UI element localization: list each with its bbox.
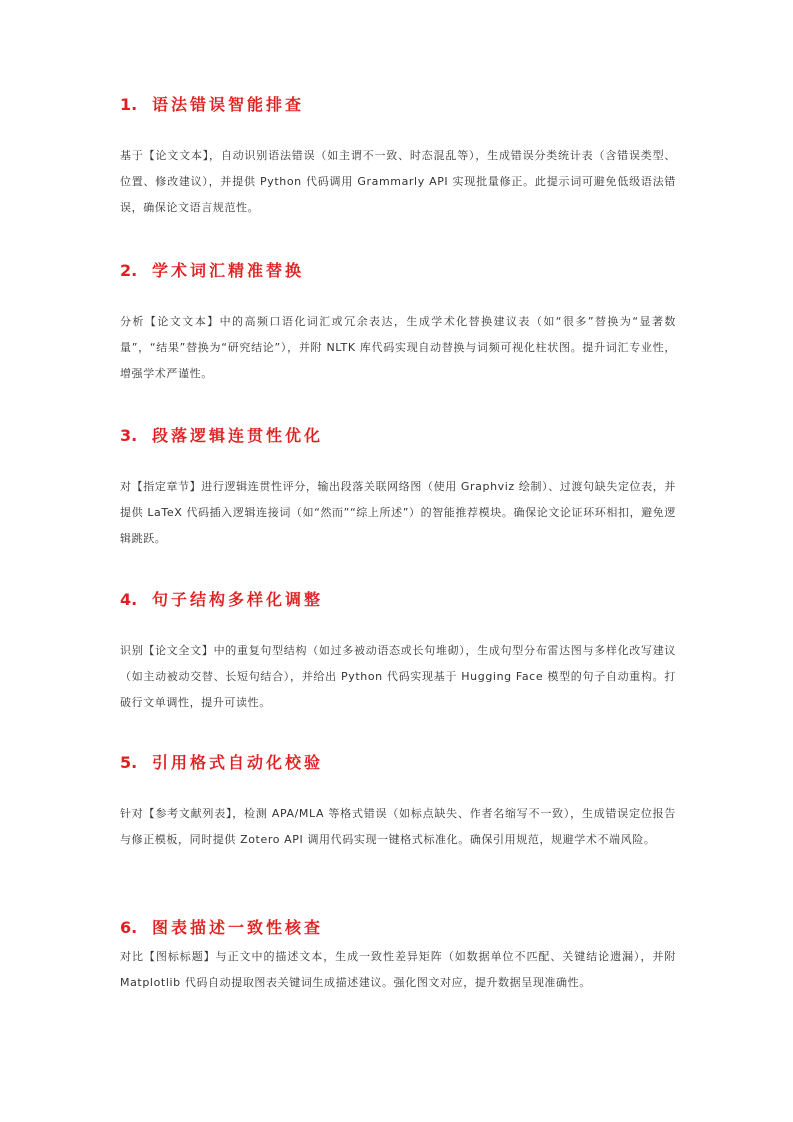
section-6 bbox=[120, 917, 676, 996]
section-heading bbox=[120, 589, 676, 611]
section-body: 基于【论文文本】，自动识别语法错误（如主谓不一致、时态混乱等），生成错误分类统计表（含错误类型、位置、修改建议），并提供 Python 代码调用 Grammarly API 实现批量修正。此提示词可避免低级语法错误，确保论文语言规范性。 bbox=[120, 149, 676, 214]
section-body: 对比【图标标题】与正文中的描述文本，生成一致性差异矩阵（如数据单位不匹配、关键结论遗漏），并附 Matplotlib 代码自动提取图表关键词生成描述建议。强化图文对应，提升数据呈现准确性。 bbox=[120, 950, 676, 989]
section-heading bbox=[120, 94, 676, 116]
section-heading bbox=[120, 752, 676, 774]
section-title: 图表描述一致性核查 bbox=[152, 918, 324, 937]
section-body: 分析【论文文本】中的高频口语化词汇或冗余表达，生成学术化替换建议表（如“很多”替换为“显著数量”，“结果”替换为“研究结论”），并附 NLTK 库代码实现自动替换与词频可视化柱状图。提升词汇专业性，增强学术严谨性。 bbox=[120, 315, 676, 380]
section-number: 1. bbox=[120, 95, 138, 114]
section-title: 学术词汇精准替换 bbox=[152, 261, 305, 280]
section-number: 6. bbox=[120, 918, 138, 937]
section-heading bbox=[120, 425, 676, 447]
section-heading bbox=[120, 260, 676, 282]
section-number: 5. bbox=[120, 753, 138, 772]
section-body: 对【指定章节】进行逻辑连贯性评分，输出段落关联网络图（使用 Graphviz 绘制）、过渡句缺失定位表，并提供 LaTeX 代码插入逻辑连接词（如“然而”“综上所述”）的智能推荐模块。确保论文论证环环相扣，避免逻辑跳跃。 bbox=[120, 480, 676, 545]
section-title: 引用格式自动化校验 bbox=[152, 753, 324, 772]
section-number: 4. bbox=[120, 590, 138, 609]
section-heading bbox=[120, 917, 676, 939]
section-body: 识别【论文全文】中的重复句型结构（如过多被动语态或长句堆砌），生成句型分布雷达图与多样化改写建议（如主动被动交替、长短句结合），并给出 Python 代码实现基于 Hugging Face 模型的句子自动重构。打破行文单调性，提升可读性。 bbox=[120, 644, 676, 709]
section-5 bbox=[120, 752, 676, 853]
section-number: 2. bbox=[120, 261, 138, 280]
section-body: 针对【参考文献列表】，检测 APA/MLA 等格式错误（如标点缺失、作者名缩写不一致），生成错误定位报告与修正模板，同时提供 Zotero API 调用代码实现一键格式标准化。确保引用规范，规避学术不端风险。 bbox=[120, 807, 676, 846]
section-2 bbox=[120, 260, 676, 387]
section-title: 语法错误智能排查 bbox=[152, 95, 305, 114]
section-4 bbox=[120, 589, 676, 716]
section-number: 3. bbox=[120, 426, 138, 445]
section-title: 句子结构多样化调整 bbox=[152, 590, 324, 609]
section-3 bbox=[120, 425, 676, 552]
section-1 bbox=[120, 94, 676, 221]
section-title: 段落逻辑连贯性优化 bbox=[152, 426, 324, 445]
